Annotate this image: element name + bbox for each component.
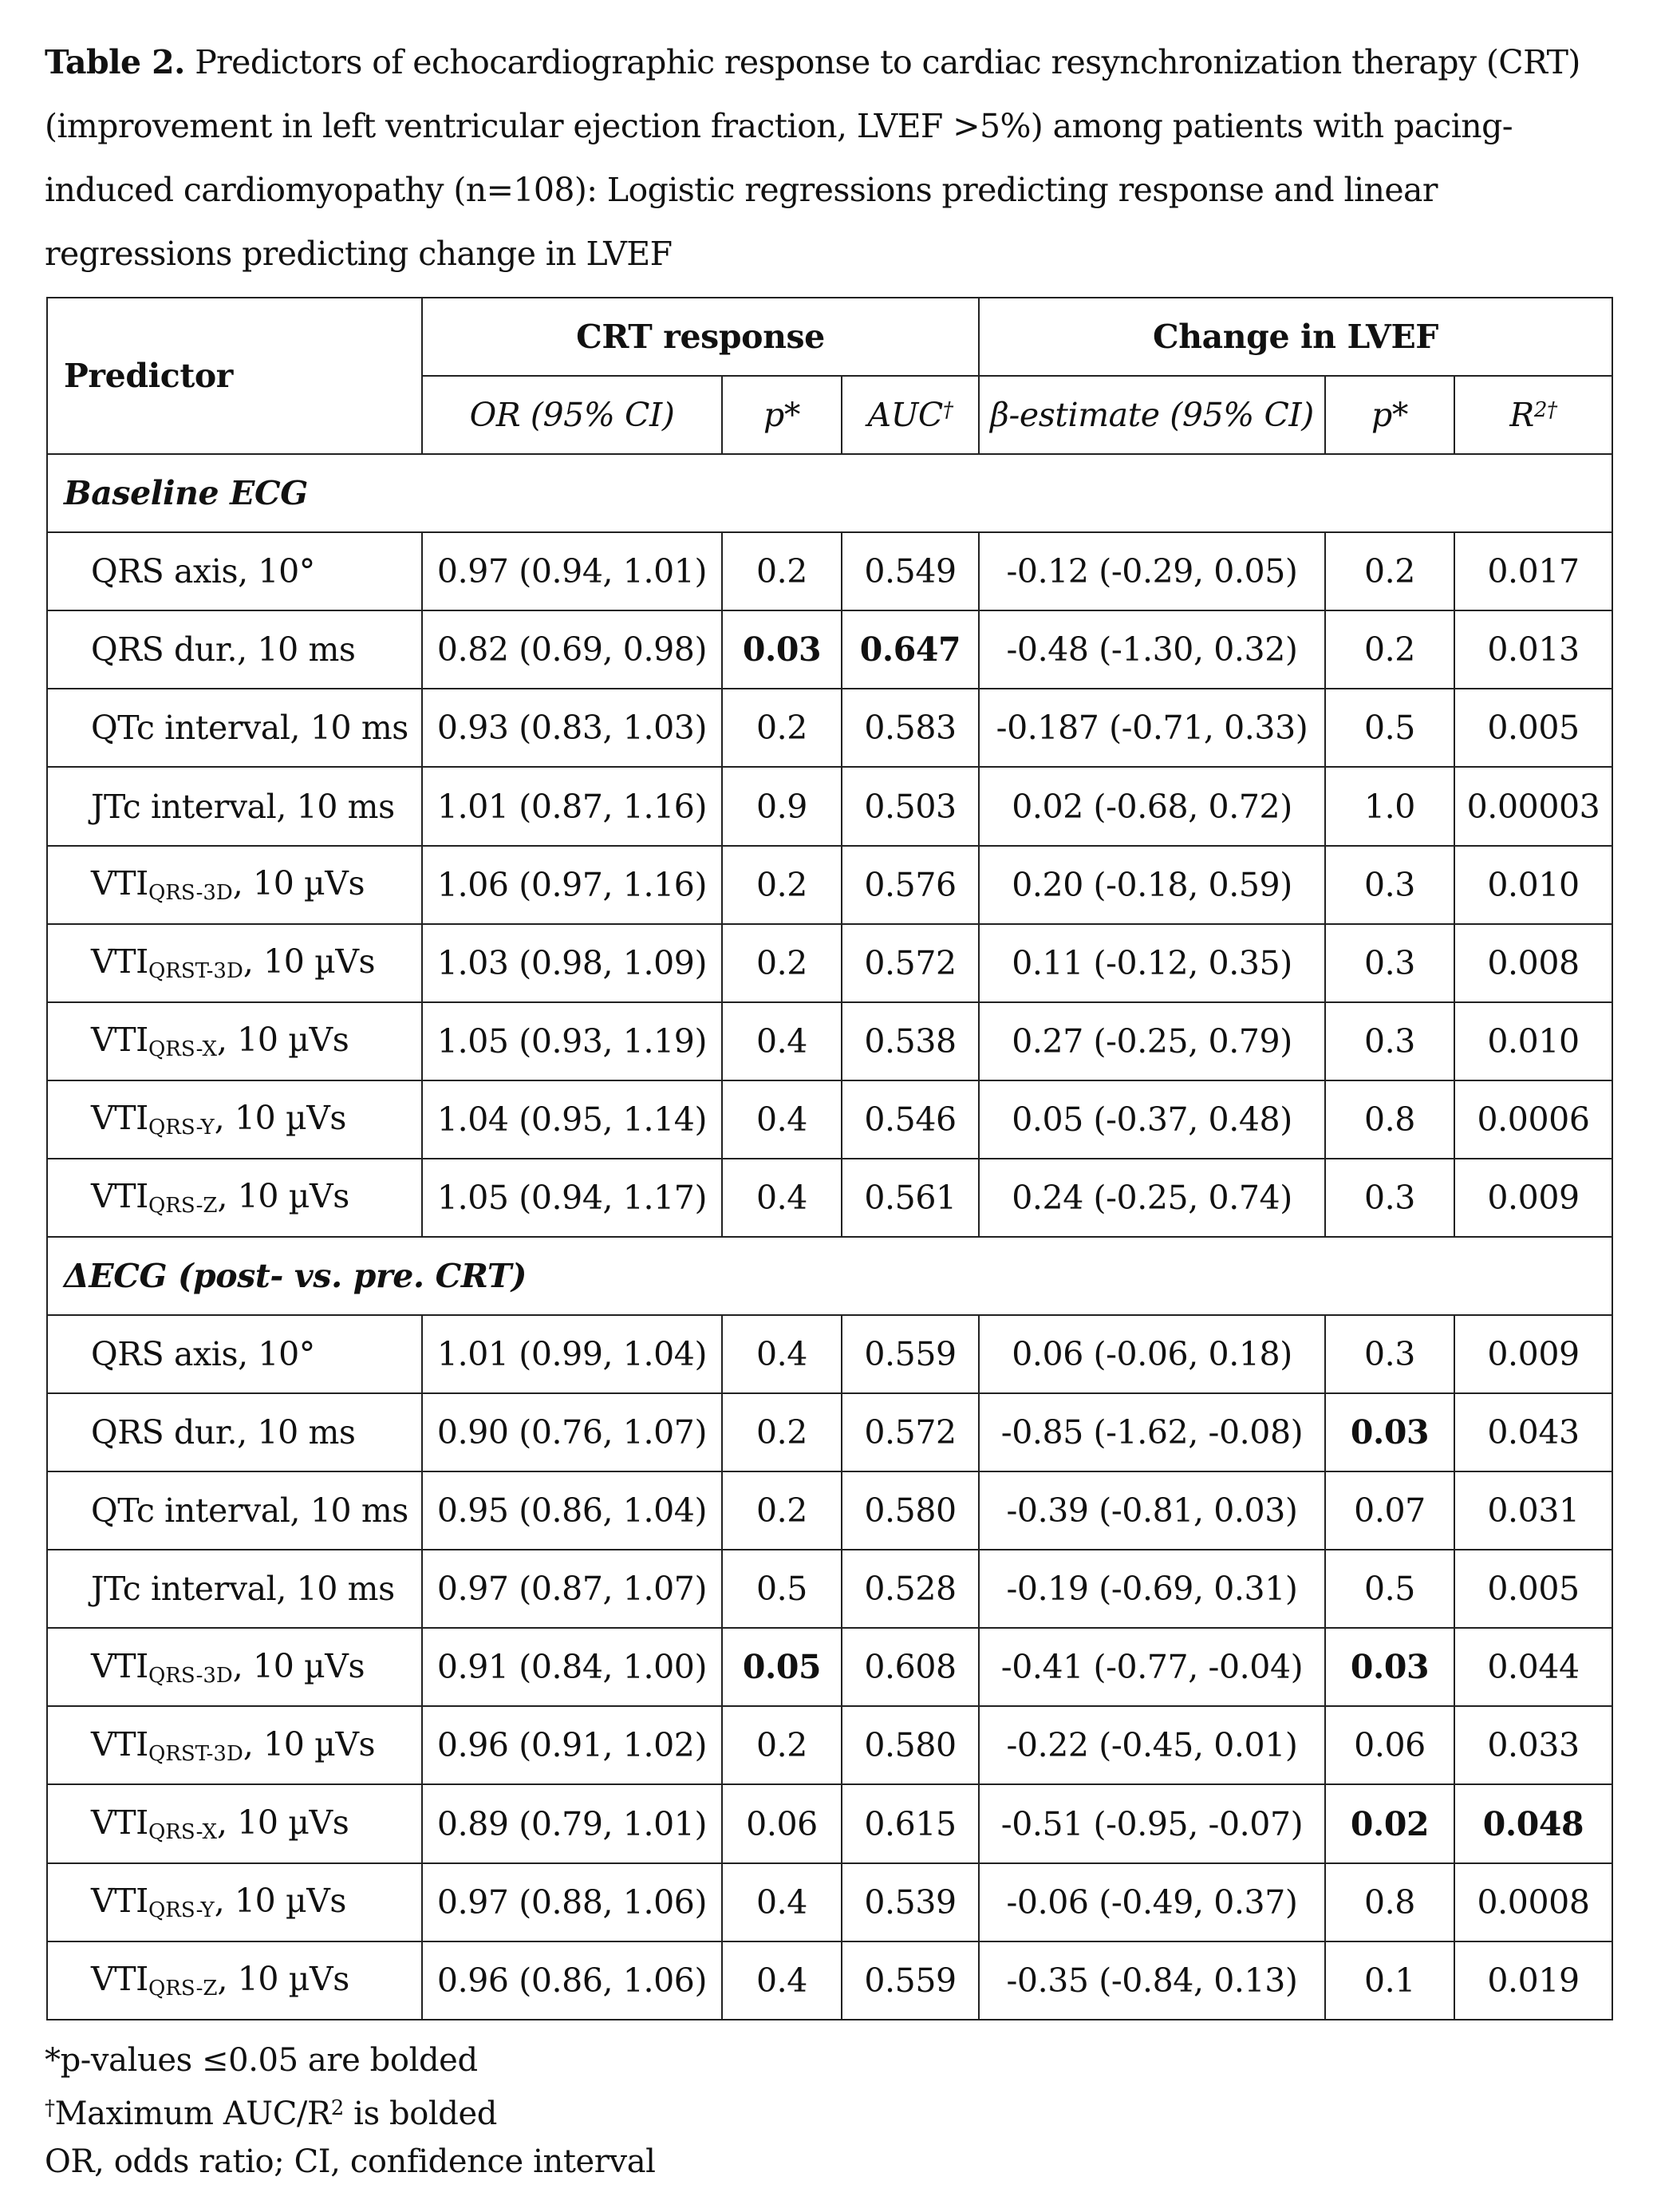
p-crt-cell: 0.2 — [722, 1706, 842, 1784]
predictor-unit: , 10 µVs — [216, 1803, 349, 1843]
table-row — [47, 767, 1612, 845]
p-crt-cell: 0.5 — [722, 1550, 842, 1628]
p-lvef-cell: 0.3 — [1325, 924, 1454, 1002]
predictor-name: VTI — [91, 1960, 148, 1999]
predictor-name: QRS axis, 10° — [91, 1335, 315, 1374]
r2-cell: 0.031 — [1454, 1471, 1612, 1550]
p-crt-cell: 0.4 — [722, 1315, 842, 1393]
predictor-name: QRS dur., 10 ms — [91, 630, 356, 670]
r2-sup: 2† — [1533, 398, 1557, 423]
p-lvef-cell: 0.3 — [1325, 1159, 1454, 1237]
predictor-name: VTI — [91, 1021, 148, 1060]
predictor-subscript: QRS-X — [148, 1820, 217, 1845]
auc-cell: 0.503 — [842, 767, 979, 845]
p-lvef-cell: 0.8 — [1325, 1080, 1454, 1159]
table-row — [47, 1628, 1612, 1706]
beta-cell: 0.05 (-0.37, 0.48) — [979, 1080, 1325, 1159]
p-lvef-cell: 0.1 — [1325, 1941, 1454, 2020]
beta-cell: -0.06 (-0.49, 0.37) — [979, 1863, 1325, 1941]
or-cell: 0.95 (0.86, 1.04) — [422, 1471, 722, 1550]
predictor-subscript: QRS-3D — [148, 1663, 233, 1688]
or-cell: 1.06 (0.97, 1.16) — [422, 846, 722, 924]
beta-cell: -0.35 (-0.84, 0.13) — [979, 1941, 1325, 2020]
r2-cell: 0.019 — [1454, 1941, 1612, 2020]
or-cell: 0.90 (0.76, 1.07) — [422, 1393, 722, 1471]
auc-cell: 0.528 — [842, 1550, 979, 1628]
predictor-subscript: QRS-3D — [148, 881, 233, 906]
r2-cell: 0.008 — [1454, 924, 1612, 1002]
r2-cell: 0.044 — [1454, 1628, 1612, 1706]
auc-cell: 0.538 — [842, 1002, 979, 1080]
beta-cell: -0.22 (-0.45, 0.01) — [979, 1706, 1325, 1784]
beta-cell: -0.39 (-0.81, 0.03) — [979, 1471, 1325, 1550]
footnote-maximum — [45, 2084, 1481, 2138]
predictor-name: VTI — [91, 1724, 148, 1764]
table-row — [47, 1550, 1612, 1628]
p-lvef-cell: 0.2 — [1325, 610, 1454, 689]
predictor-cell — [47, 1471, 422, 1550]
predictor-cell — [47, 924, 422, 1002]
or-cell: 0.97 (0.94, 1.01) — [422, 532, 722, 610]
footnote-abbreviations: OR, odds ratio; CI, confidence interval — [45, 2143, 656, 2180]
or-cell: 0.82 (0.69, 0.98) — [422, 610, 722, 689]
r2-cell: 0.005 — [1454, 689, 1612, 767]
or-cell: 0.96 (0.91, 1.02) — [422, 1706, 722, 1784]
r2-cell: 0.0008 — [1454, 1863, 1612, 1941]
p-lvef-cell: 0.3 — [1325, 1002, 1454, 1080]
predictor-subscript: QRS-X — [148, 1037, 217, 1062]
section-row — [47, 454, 1612, 532]
beta-cell: -0.12 (-0.29, 0.05) — [979, 532, 1325, 610]
r2-cell: 0.013 — [1454, 610, 1612, 689]
predictor-name: JTc interval, 10 ms — [91, 787, 395, 826]
beta-cell: -0.85 (-1.62, -0.08) — [979, 1393, 1325, 1471]
auc-dagger: † — [942, 398, 953, 423]
auc-cell: 0.572 — [842, 924, 979, 1002]
section-row — [47, 1237, 1612, 1315]
table-row — [47, 1002, 1612, 1080]
p-lvef-cell: 0.5 — [1325, 689, 1454, 767]
predictor-name: QRS axis, 10° — [91, 552, 315, 591]
r2-cell: 0.005 — [1454, 1550, 1612, 1628]
or-cell: 1.04 (0.95, 1.14) — [422, 1080, 722, 1159]
footnote-dagger: † — [45, 2096, 55, 2120]
predictor-cell — [47, 1159, 422, 1237]
r2-cell: 0.009 — [1454, 1315, 1612, 1393]
predictor-cell — [47, 610, 422, 689]
table-row — [47, 1706, 1612, 1784]
predictor-subscript: QRST-3D — [148, 959, 243, 984]
predictor-unit: , 10 µVs — [217, 1960, 349, 1999]
predictor-subscript: QRS-Y — [148, 1898, 215, 1923]
auc-label: AUC — [867, 396, 943, 435]
r2-cell: 0.010 — [1454, 846, 1612, 924]
beta-cell: -0.51 (-0.95, -0.07) — [979, 1784, 1325, 1862]
or-cell: 0.89 (0.79, 1.01) — [422, 1784, 722, 1862]
auc-cell: 0.647 — [842, 610, 979, 689]
auc-cell: 0.546 — [842, 1080, 979, 1159]
or-cell: 0.97 (0.87, 1.07) — [422, 1550, 722, 1628]
r2-cell: 0.043 — [1454, 1393, 1612, 1471]
predictor-unit: , 10 µVs — [214, 1099, 347, 1138]
predictor-subscript: QRS-Z — [148, 1977, 218, 2001]
or-cell: 1.01 (0.87, 1.16) — [422, 767, 722, 845]
section-title: ΔECG (post- vs. pre. CRT) — [47, 1237, 1612, 1315]
or-cell: 0.96 (0.86, 1.06) — [422, 1941, 722, 2020]
predictor-header: Predictor — [47, 298, 422, 454]
beta-cell: -0.19 (-0.69, 0.31) — [979, 1550, 1325, 1628]
auc-cell: 0.539 — [842, 1863, 979, 1941]
table-row — [47, 1393, 1612, 1471]
p-crt-cell: 0.4 — [722, 1941, 842, 2020]
p-crt-cell: 0.05 — [722, 1628, 842, 1706]
auc-cell: 0.572 — [842, 1393, 979, 1471]
p-lvef-column-header: p* — [1325, 376, 1454, 454]
footnote-pvalues: *p-values ≤0.05 are bolded — [45, 2042, 478, 2079]
change-in-lvef-header: Change in LVEF — [979, 298, 1612, 376]
table-row — [47, 1941, 1612, 2020]
header-row-groups — [47, 298, 1612, 376]
r2-cell: 0.00003 — [1454, 767, 1612, 845]
p-crt-cell: 0.2 — [722, 846, 842, 924]
p-lvef-cell: 0.06 — [1325, 1706, 1454, 1784]
predictor-name: VTI — [91, 1803, 148, 1843]
auc-cell: 0.615 — [842, 1784, 979, 1862]
p-lvef-cell: 1.0 — [1325, 767, 1454, 845]
predictor-cell — [47, 1784, 422, 1862]
table-row — [47, 1315, 1612, 1393]
section-title: Baseline ECG — [47, 454, 1612, 532]
beta-cell: -0.187 (-0.71, 0.33) — [979, 689, 1325, 767]
predictor-unit: , 10 µVs — [216, 1021, 349, 1060]
p-crt-cell: 0.4 — [722, 1002, 842, 1080]
or-cell: 1.05 (0.94, 1.17) — [422, 1159, 722, 1237]
predictor-unit: , 10 µVs — [214, 1882, 347, 1921]
beta-cell: -0.41 (-0.77, -0.04) — [979, 1628, 1325, 1706]
auc-cell: 0.559 — [842, 1941, 979, 2020]
beta-cell: 0.11 (-0.12, 0.35) — [979, 924, 1325, 1002]
footnote-maximum-text-b: is bolded — [343, 2095, 497, 2132]
table-row — [47, 1080, 1612, 1159]
p-crt-cell: 0.4 — [722, 1159, 842, 1237]
predictor-unit: , 10 µVs — [232, 1646, 365, 1685]
auc-cell: 0.559 — [842, 1315, 979, 1393]
footnote-maximum-sup: 2 — [330, 2096, 344, 2120]
predictor-cell — [47, 689, 422, 767]
beta-cell: -0.48 (-1.30, 0.32) — [979, 610, 1325, 689]
p-lvef-cell: 0.03 — [1325, 1393, 1454, 1471]
table-row — [47, 1863, 1612, 1941]
or-cell: 0.97 (0.88, 1.06) — [422, 1863, 722, 1941]
predictor-name: VTI — [91, 1177, 148, 1216]
auc-cell: 0.580 — [842, 1471, 979, 1550]
beta-cell: 0.20 (-0.18, 0.59) — [979, 846, 1325, 924]
auc-cell: 0.576 — [842, 846, 979, 924]
predictor-unit: , 10 µVs — [217, 1177, 349, 1216]
p-lvef-cell: 0.8 — [1325, 1863, 1454, 1941]
table-row — [47, 1159, 1612, 1237]
p-lvef-cell: 0.02 — [1325, 1784, 1454, 1862]
table-row — [47, 1471, 1612, 1550]
r2-column-header — [1454, 376, 1612, 454]
predictor-subscript: QRS-Z — [148, 1194, 218, 1219]
p-crt-cell: 0.2 — [722, 1471, 842, 1550]
predictor-unit: , 10 µVs — [243, 1724, 376, 1764]
beta-column-header: β-estimate (95% CI) — [979, 376, 1325, 454]
table-row — [47, 924, 1612, 1002]
predictor-cell — [47, 1002, 422, 1080]
predictor-cell — [47, 1080, 422, 1159]
predictor-name: VTI — [91, 1646, 148, 1685]
p-crt-cell: 0.03 — [722, 610, 842, 689]
beta-cell: 0.06 (-0.06, 0.18) — [979, 1315, 1325, 1393]
predictor-name: VTI — [91, 1882, 148, 1921]
or-cell: 1.01 (0.99, 1.04) — [422, 1315, 722, 1393]
table-row — [47, 532, 1612, 610]
or-cell: 1.03 (0.98, 1.09) — [422, 924, 722, 1002]
predictor-unit: , 10 µVs — [243, 942, 376, 982]
or-column-header: OR (95% CI) — [422, 376, 722, 454]
r2-cell: 0.033 — [1454, 1706, 1612, 1784]
p-crt-cell: 0.2 — [722, 532, 842, 610]
p-crt-cell: 0.2 — [722, 924, 842, 1002]
predictor-name: VTI — [91, 942, 148, 982]
predictor-name: VTI — [91, 864, 148, 903]
auc-column-header — [842, 376, 979, 454]
predictor-cell — [47, 532, 422, 610]
auc-cell: 0.608 — [842, 1628, 979, 1706]
r2-cell: 0.009 — [1454, 1159, 1612, 1237]
table-row — [47, 846, 1612, 924]
predictor-name: JTc interval, 10 ms — [91, 1570, 395, 1609]
predictor-cell — [47, 1706, 422, 1784]
beta-cell: 0.24 (-0.25, 0.74) — [979, 1159, 1325, 1237]
or-cell: 0.93 (0.83, 1.03) — [422, 689, 722, 767]
p-crt-cell: 0.9 — [722, 767, 842, 845]
predictor-subscript: QRS-Y — [148, 1116, 215, 1140]
predictor-cell — [47, 1550, 422, 1628]
r2-cell: 0.0006 — [1454, 1080, 1612, 1159]
crt-response-header: CRT response — [422, 298, 979, 376]
predictor-name: QRS dur., 10 ms — [91, 1413, 356, 1452]
p-crt-cell: 0.4 — [722, 1863, 842, 1941]
p-lvef-cell: 0.3 — [1325, 846, 1454, 924]
table-footnotes — [45, 2036, 1481, 2186]
p-lvef-cell: 0.3 — [1325, 1315, 1454, 1393]
p-crt-column-header: p* — [722, 376, 842, 454]
p-crt-cell: 0.2 — [722, 689, 842, 767]
table-caption-text: Predictors of echocardiographic response to cardiac resynchronization therapy (CRT) (improvement in left ventricular ejection fraction, LVEF >5%) among patients with pacing-induced cardiomyopathy (n=108): Logistic regressions predicting response and linear regressions predicting change in LVEF — [45, 43, 1580, 273]
table-caption — [45, 30, 1632, 286]
beta-cell: 0.02 (-0.68, 0.72) — [979, 767, 1325, 845]
auc-cell: 0.561 — [842, 1159, 979, 1237]
auc-cell: 0.583 — [842, 689, 979, 767]
p-crt-cell: 0.4 — [722, 1080, 842, 1159]
p-lvef-cell: 0.03 — [1325, 1628, 1454, 1706]
predictor-cell — [47, 1863, 422, 1941]
auc-cell: 0.580 — [842, 1706, 979, 1784]
table-row — [47, 610, 1612, 689]
p-lvef-cell: 0.07 — [1325, 1471, 1454, 1550]
predictor-cell — [47, 1393, 422, 1471]
auc-cell: 0.549 — [842, 532, 979, 610]
table-row — [47, 1784, 1612, 1862]
predictor-subscript: QRST-3D — [148, 1741, 243, 1766]
predictors-table — [46, 297, 1613, 2020]
or-cell: 1.05 (0.93, 1.19) — [422, 1002, 722, 1080]
predictor-cell — [47, 767, 422, 845]
predictor-cell — [47, 1941, 422, 2020]
p-crt-cell: 0.06 — [722, 1784, 842, 1862]
or-cell: 0.91 (0.84, 1.00) — [422, 1628, 722, 1706]
predictor-cell — [47, 1315, 422, 1393]
p-crt-cell: 0.2 — [722, 1393, 842, 1471]
r2-label: R — [1509, 396, 1534, 435]
predictor-cell — [47, 1628, 422, 1706]
p-lvef-cell: 0.2 — [1325, 532, 1454, 610]
predictor-unit: , 10 µVs — [232, 864, 365, 903]
p-lvef-cell: 0.5 — [1325, 1550, 1454, 1628]
table-row — [47, 689, 1612, 767]
predictor-name: QTc interval, 10 ms — [91, 1491, 408, 1531]
predictor-name: QTc interval, 10 ms — [91, 709, 408, 748]
r2-cell: 0.048 — [1454, 1784, 1612, 1862]
r2-cell: 0.010 — [1454, 1002, 1612, 1080]
r2-cell: 0.017 — [1454, 532, 1612, 610]
predictor-cell — [47, 846, 422, 924]
table-label: Table 2. — [45, 43, 185, 81]
predictor-name: VTI — [91, 1099, 148, 1138]
beta-cell: 0.27 (-0.25, 0.79) — [979, 1002, 1325, 1080]
footnote-maximum-text-a: Maximum AUC/R — [54, 2095, 331, 2132]
